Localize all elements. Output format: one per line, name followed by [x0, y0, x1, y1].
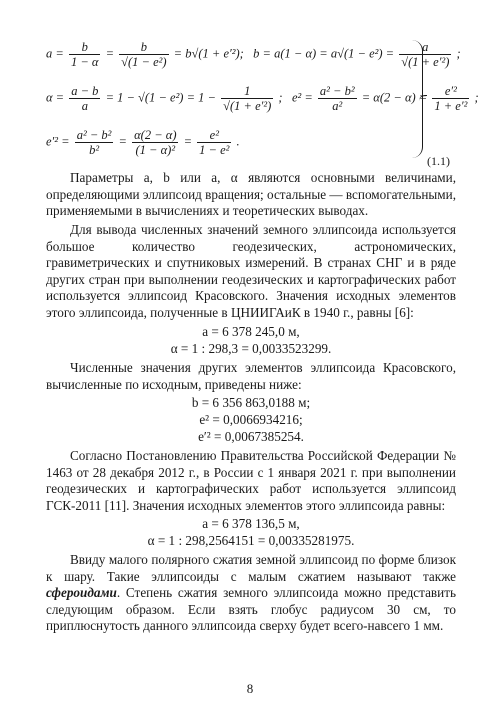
formula-text: = [183, 134, 193, 149]
gsk-alpha: α = 1 : 298,2564151 = 0,00335281975. [147, 533, 355, 548]
formula-text: α = [46, 90, 65, 105]
formula-text: = b√(1 + e′²); [173, 46, 244, 61]
krasovsky-e2: e² = 0,0066934216; [199, 412, 303, 427]
formula-text: a = [46, 46, 64, 61]
formula-text: = α(2 − α) = [361, 90, 428, 105]
fraction: $\frac{\text{a² − b²}}{\text{b²}}$ [76, 128, 112, 157]
paragraph-text: . Степень сжатия земного эллипсоида можно представить следующим образом. Если взять глобус радиусом 30 см, то приплюснутость данного эллипсоида сверху будет всего-навсего 1 мм. [46, 585, 456, 634]
fraction: $\frac{\text{a² − b²}}{\text{a²}}$ [319, 84, 355, 113]
gsk-a: a = 6 378 136,5 м, [202, 516, 300, 531]
formula-text: = [118, 134, 127, 149]
krasovsky-a: a = 6 378 245,0 м, [202, 324, 300, 339]
krasovsky-ep2: e′² = 0,0067385254. [198, 429, 304, 444]
fraction: $\frac{\alpha(2 - \alpha)}{\text{(1 − α)²}}$ [134, 128, 177, 157]
fraction: $\frac{\text{e²}}{\text{1 − e²}}$ [199, 128, 230, 157]
fraction: $\frac{a - b}{a}$ [71, 84, 99, 113]
formula-text: = [105, 46, 114, 61]
krasovsky-alpha: α = 1 : 298,3 = 0,0033523299. [170, 341, 332, 356]
fraction: $\frac{b}{\text{√(1 − e²)}}$ [121, 40, 167, 69]
paragraph-spheroids [46, 552, 456, 635]
fraction: $\frac{b}{1 - \alpha}$ [70, 40, 99, 69]
fraction: $\frac{a}{\text{√(1 + e′²)}}$ [401, 40, 450, 69]
formula-text: ; [456, 46, 461, 61]
fraction: $\frac{1}{\text{√(1 + e′²)}}$ [223, 84, 272, 113]
formula-system-1-1 [46, 36, 479, 164]
fraction: $\frac{\text{e′²}}{\text{1 + e′²}}$ [434, 84, 468, 113]
formula-text: ; [278, 90, 283, 105]
formula-text: e′² = [46, 134, 70, 149]
page-number: 8 [246, 681, 254, 696]
formula-text: . [236, 134, 240, 149]
paragraph-parameters: Параметры a, b или a, α являются основными величинами, определяющими эллипсоид вращения; остальные — вспомогательными, применяемыми в вычислениях и теоретических выводах. [46, 170, 456, 219]
krasovsky-b: b = 6 356 863,0188 м; [191, 395, 311, 410]
right-brace-tip [419, 95, 427, 104]
formula-text: b = a(1 − α) = a√(1 − e²) = [253, 46, 395, 61]
formula-row-1 [46, 40, 461, 69]
formula-text: = 1 − √(1 − e²) = 1 − [105, 90, 216, 105]
formula-text: ; [474, 90, 479, 105]
formula-text: e² = [291, 90, 313, 105]
equation-number: (1.1) [427, 154, 450, 168]
formula-row-3 [46, 128, 240, 157]
paragraph-derived-values: Численные значения других элементов эллипсоида Красовского, вычисленные по исходным, приведены ниже: [46, 360, 456, 392]
paragraph-gsk-2011: Согласно Постановлению Правительства Российской Федерации № 1463 от 28 декабря 2012 г., в России с 1 января 2021 г. при выполнении геодезических и картографических работ используется эллипсоид ГСК-2011 [11]. Значения исходных элементов этого эллипсоида равны: [46, 448, 456, 513]
paragraph-ellipsoid-data: Для вывода численных значений земного эллипсоида используется большое количество геодезических, астрономических, гравиметрических и спутниковых измерений. В странах СНГ и в ряде других стран при выполнении геодезических и картографических работ используется эллипсоид Красовского. Значения исходных элементов этого эллипсоида, полученные в ЦНИИГАиК в 1940 г., равны [6]: [46, 222, 456, 320]
paragraph-text: Ввиду малого полярного сжатия земной эллипсоид по форме близок к шару. Такие эллипсоиды с малым сжатием называют также [46, 552, 456, 584]
term-spheroids: сфероидами [46, 585, 117, 601]
